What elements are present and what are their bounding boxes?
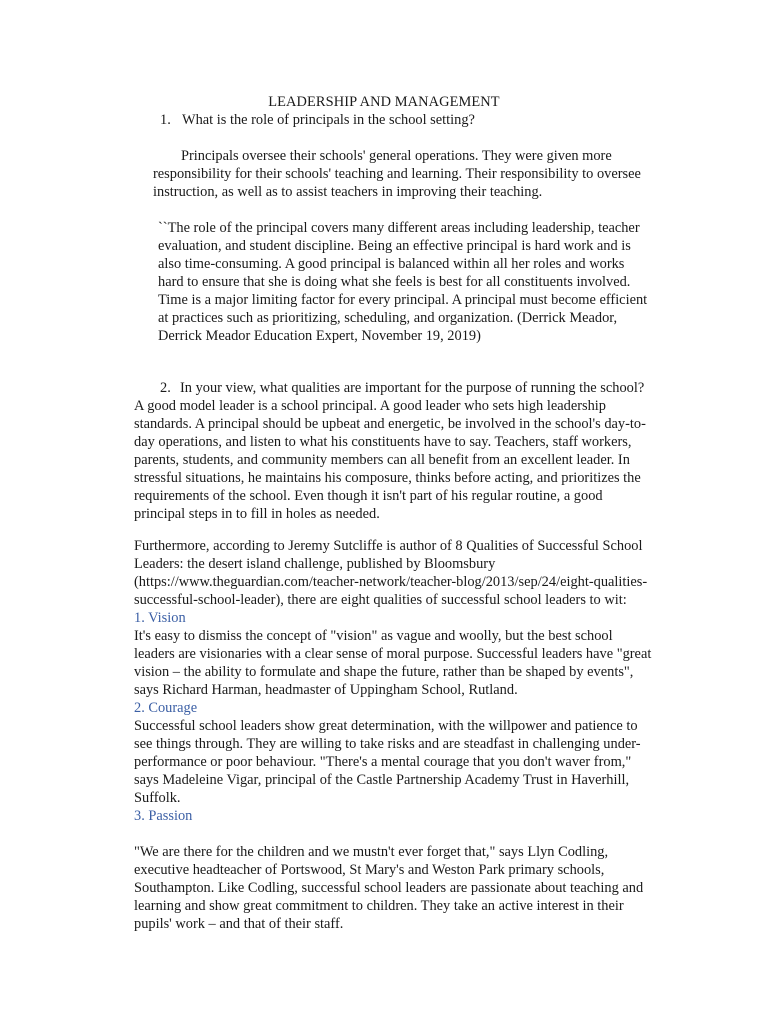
- question-1-number: 1.: [160, 112, 171, 128]
- quote-line: hard to ensure that she is doing what she feels is best for all constituents involved.: [158, 274, 631, 290]
- quote-line: Derrick Meador Education Expert, November 19, 2019): [158, 328, 481, 344]
- question-2-number: 2.: [160, 380, 171, 396]
- courage-heading: 2. Courage: [134, 700, 198, 716]
- question-2-heading: [134, 379, 694, 397]
- answer-line: day operations, and listen to what his constituents have to say. Teachers, staff workers,: [134, 434, 632, 450]
- passion-line: Southampton. Like Codling, successful school leaders are passionate about teaching and: [134, 880, 644, 896]
- passion-line: executive headteacher of Portswood, St Mary's and Weston Park primary schools,: [134, 862, 605, 878]
- answer-line: stressful situations, he maintains his composure, thinks before acting, and prioritizes the: [134, 470, 641, 486]
- quote-line: Time is a major limiting factor for every principal. A principal must become efficient: [158, 292, 648, 308]
- blank-line: [134, 825, 664, 843]
- quote-line: evaluation, and student discipline. Being an effective principal is hard work and is: [158, 238, 631, 254]
- intro-line: (https://www.theguardian.com/teacher-network/teacher-blog/2013/sep/24/eight-qualities-: [134, 574, 648, 590]
- question-1: [160, 111, 720, 129]
- question-2-text: In your view, what qualities are important for the purpose of running the school?: [180, 380, 645, 396]
- qualities-section: [134, 537, 664, 933]
- answer-line: responsibility for their schools' teaching and learning. Their responsibility to oversee: [153, 166, 641, 182]
- quote-line: also time-consuming. A good principal is balanced within all her roles and works: [158, 256, 625, 272]
- quote-line: ``The role of the principal covers many different areas including leadership, teacher: [158, 220, 640, 236]
- courage-line: says Madeleine Vigar, principal of the Castle Partnership Academy Trust in Haverhill,: [134, 772, 630, 788]
- passion-line: "We are there for the children and we mustn't ever forget that," says Llyn Codling,: [134, 844, 609, 860]
- answer-line: standards. A principal should be upbeat and energetic, be involved in the school's day-to-: [134, 416, 646, 432]
- document-title: LEADERSHIP AND MANAGEMENT: [268, 94, 500, 110]
- question-2: [134, 379, 694, 523]
- answer-line: parents, students, and community members can all benefit from an excellent leader. In: [134, 452, 630, 468]
- courage-line: performance or poor behaviour. "There's a mental courage that you don't waver from,": [134, 754, 632, 770]
- question-1-quote: [158, 219, 678, 345]
- answer-line: principal steps in to fill in holes as needed.: [134, 506, 380, 522]
- quote-line: at practices such as prioritizing, scheduling, and organization. (Derrick Meador,: [158, 310, 618, 326]
- intro-line: successful-school-leader), there are eight qualities of successful school leaders to wit:: [134, 592, 627, 608]
- answer-line: Principals oversee their schools' general operations. They were given more: [181, 148, 612, 164]
- answer-line: instruction, as well as to assist teachers in improving their teaching.: [153, 184, 543, 200]
- courage-line: see things through. They are willing to take risks and are steadfast in challenging under-: [134, 736, 641, 752]
- answer-line: requirements of the school. Even though it isn't part of his regular routine, a good: [134, 488, 603, 504]
- courage-line: Suffolk.: [134, 790, 181, 806]
- question-1-answer: [153, 147, 673, 201]
- vision-line: vision – the ability to formulate and shape the future, rather than be shaped by events",: [134, 664, 634, 680]
- vision-line: leaders are visionaries with a clear sense of moral purpose. Successful leaders have "great: [134, 646, 652, 662]
- answer-line: A good model leader is a school principal. A good leader who sets high leadership: [134, 398, 606, 414]
- vision-line: says Richard Harman, headmaster of Uppingham School, Rutland.: [134, 682, 518, 698]
- passion-heading: 3. Passion: [134, 808, 193, 824]
- vision-line: It's easy to dismiss the concept of "vision" as vague and woolly, but the best school: [134, 628, 613, 644]
- passion-line: learning and show great commitment to children. They take an active interest in their: [134, 898, 624, 914]
- passion-line: pupils' work – and that of their staff.: [134, 916, 344, 932]
- intro-line: Leaders: the desert island challenge, published by Bloomsbury: [134, 556, 496, 572]
- intro-line: Furthermore, according to Jeremy Sutcliffe is author of 8 Qualities of Successful School: [134, 538, 643, 554]
- vision-heading: 1. Vision: [134, 610, 186, 626]
- question-1-text: What is the role of principals in the school setting?: [182, 112, 475, 128]
- courage-line: Successful school leaders show great determination, with the willpower and patience to: [134, 718, 638, 734]
